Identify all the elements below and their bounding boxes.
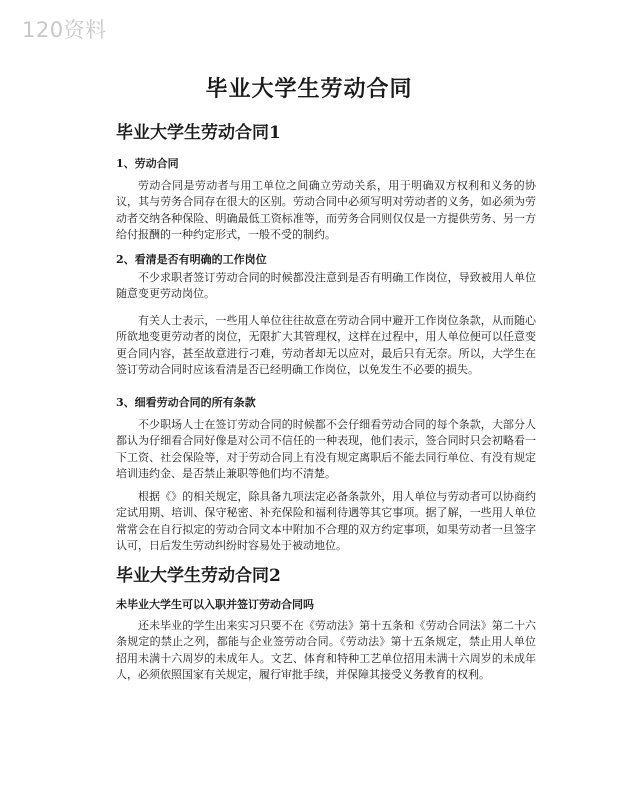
section-2-heading-1: 未毕业大学生可以入职并签订劳动合同吗 xyxy=(116,598,314,611)
document-title: 毕业大学生劳动合同 xyxy=(205,76,413,102)
section-1-paragraph-3: 有关人士表示，一些用人单位往往故意在劳动合同中避开工作岗位条款，从而随心所欲地变更劳动者的岗位，无限扩大其管理权，这样在过程中，用人单位便可以任意变更合同内容，甚至故意进行刁难，劳动者却无以应对，最后只有无奈。所以，大学生在签订劳动合同时应该看清是否已经明确工作岗位，以免发生不必要的损失。 xyxy=(116,314,536,377)
section-1-paragraph-2: 不少求职者签订劳动合同的时候都没注意到是否有明确工作岗位，导致被用人单位随意变更劳动岗位。 xyxy=(116,271,536,301)
section-1-heading-1: 1、劳动合同 xyxy=(116,157,179,170)
section-1-heading-3: 3、细看劳动合同的所有条款 xyxy=(116,396,256,409)
section-2-title: 毕业大学生劳动合同2 xyxy=(116,566,281,586)
section-1-paragraph-1: 劳动合同是劳动者与用工单位之间确立劳动关系，用于明确双方权利和义务的协议，其与劳务合同存在很大的区别。劳动合同中必须写明对劳动者的义务，如必须为劳动者交纳各种保险、明确最低工资标准等，而劳务合同则仅仅是一方提供劳务、另一方给付报酬的一种约定形式，一般不受的制约。 xyxy=(116,179,536,242)
watermark-logo: 120资料 xyxy=(22,18,107,42)
section-1-paragraph-4: 不少职场人士在签订劳动合同的时候都不会仔细看劳动合同的每个条款，大部分人都认为仔细看合同好像是对公司不信任的一种表现，他们表示，签合同时只会初略看一下工资、社会保险等，对于劳动合同上有没有规定离职后不能去同行单位、有没有规定培训违约金、是否禁止兼职等他们均不清楚。 xyxy=(116,418,536,481)
section-2-paragraph-1: 还未毕业的学生出来实习只要不在《劳动法》第十五条和《劳动合同法》第二十六条规定的禁止之列，都能与企业签劳动合同。《劳动法》第十五条规定，禁止用人单位招用未满十六周岁的未成年人。文艺、体育和特种工艺单位招用未满十六周岁的未成年人，必须依照国家有关规定，履行审批手续，并保障其接受义务教育的权利。 xyxy=(116,619,536,682)
section-1-heading-2: 2、看清是否有明确的工作岗位 xyxy=(116,253,267,266)
section-1-paragraph-5: 根据《》的相关规定，除具备九项法定必备条款外，用人单位与劳动者可以协商约定试用期、培训、保守秘密、补充保险和福利待遇等其它事项。据了解，一些用人单位常常会在自行拟定的劳动合同文本中附加不合理的双方约定事项，如果劳动者一旦签字认可，日后发生劳动纠纷时容易处于被动地位。 xyxy=(116,490,536,553)
section-1-title: 毕业大学生劳动合同1 xyxy=(116,123,281,143)
